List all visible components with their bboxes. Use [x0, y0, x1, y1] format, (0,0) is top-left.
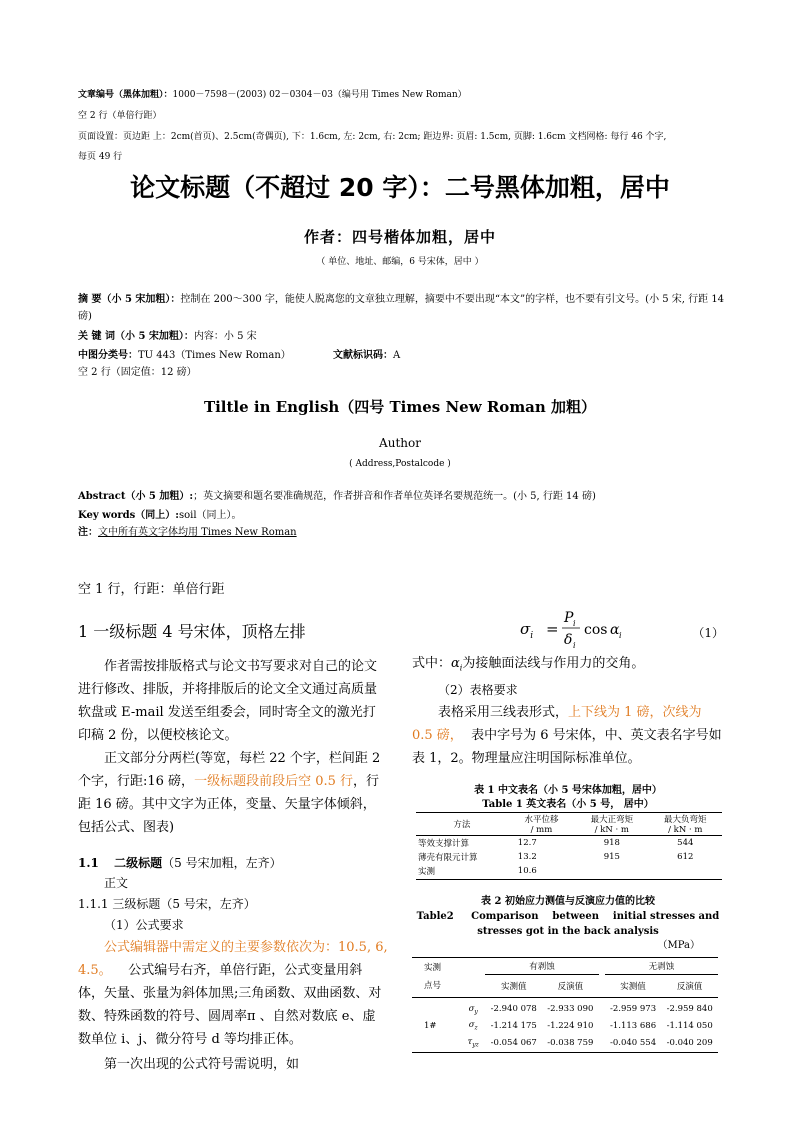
note-line: 注：文中所有英文字体均用 Times New Roman [78, 527, 297, 538]
denominator-subscript: i [573, 641, 576, 650]
table1-caption-cn: 表 1 中文表名（小 5 号宋体加粗，居中） [474, 784, 662, 796]
table1-caption-en: Table 1 英文表名（小 5 号， 居中） [482, 798, 654, 810]
paragraph-layout: 正文部分分两栏(等宽，每栏 22 个字，栏间距 2 个字，行距:16 磅，一级标题段前段后空 0.5 行，行距 16 磅。其中文字为正体，变量、矢量字体倾斜，包括公式、图表) [78, 751, 381, 835]
table2-caption-en-2: stresses got in the back analysis [477, 925, 659, 937]
abstract-cn: 摘 要（小 5 宋加粗）：控制在 200～300 字，能使人脱离您的文章独立理解，摘要中不要出现“本文”的字样，也不要有引文号。(小 5 宋, 行距 14 磅) [78, 294, 725, 322]
right-column [412, 606, 724, 1053]
document-code: 文献标识码：A [333, 350, 401, 361]
blank-2-lines: 空 2 行（固定值：12 磅） [78, 367, 197, 378]
equals-sign: = [546, 620, 559, 638]
table2-header-row-2: 点号 实测值 反演值 实测值 反演值 [412, 975, 718, 998]
table2-header-row-1: 实测 有剥蚀 无剥蚀 [412, 957, 718, 975]
paragraph-table: 表格采用三线表形式，上下线为 1 磅，次线为 0.5 磅， 表中字号为 6 号宋体，中、英文表名字号如表 1，2。物理量应注明国际标准单位。 [412, 704, 722, 766]
title-english: Tiltle in English（四号 Times New Roman 加粗） [203, 398, 597, 416]
author-line: 作者：四号楷体加粗，居中 [303, 228, 496, 246]
denominator-symbol: δ [564, 632, 573, 648]
left-column [78, 620, 388, 1076]
heading-3: 1.1.1 三级标题（5 号宋，左齐） [78, 897, 256, 911]
paragraph-formula: 公式编辑器中需定义的主要参数依次为：10.5, 6, 4.5。 公式编号右齐，单倍行距，公式变量用斜体，矢量、张量为斜体加黑;三角函数、双曲函数、对数、特殊函数的符号、圆周率π 、自然对数底 e、虚数单位 i、j、微分符号 d 等均排正体。 [78, 940, 388, 1047]
keywords-cn: 关 键 词（小 5 宋加粗）：内容：小 5 宋 [78, 331, 257, 342]
heading-2: 1.1 二级标题（5 号宋加粗，左齐） [78, 856, 282, 870]
table-row: 薄壳有限元计算 13.2 915 612 [418, 851, 694, 863]
affiliation-english: ( Address,Postalcode ) [349, 459, 451, 469]
table-row: 1# $\sigma_z$ -1.214 175 -1.224 910 -1.113 686 -1.114 050 [424, 1020, 713, 1033]
abstract-en: Abstract（小 5 加粗）:；英文摘要和题名要准确规范，作者拼音和作者单位英译名要规范统一。(小 5, 行距 14 磅) [78, 491, 596, 502]
article-number: 文章编号（黑体加粗）：1000－7598－(2003) 02－0304－03（编号用 Times New Roman） [78, 90, 467, 100]
keywords-en: Key words（同上）:soil（同上）。 [78, 510, 242, 521]
paragraph-symbols: 第一次出现的公式符号需说明，如 [104, 1057, 300, 1072]
table2-caption-en-1: Table2 Comparison between initial stresses and [416, 910, 720, 922]
table1-header: 方法 水平位移 / mm 最大正弯矩 / kN · m 最大负弯矩 / kN · m [416, 812, 722, 835]
alpha-symbol: α [610, 622, 620, 638]
cos-function: cos [584, 622, 608, 638]
table2-unit: （MPa） [657, 939, 700, 951]
table-row: 实测 10.6 [418, 866, 537, 877]
numerator-subscript: i [573, 619, 576, 628]
blank-1-line: 空 1 行，行距：单倍行距 [78, 582, 225, 597]
table2 [412, 957, 718, 1053]
heading-1: 1 一级标题 4 号宋体，顶格左排 [78, 622, 306, 641]
table1 [416, 812, 722, 880]
clc-number: 中图分类号：TU 443（Times New Roman） [78, 350, 291, 361]
page-setup-note: 页面设置：页边距 上：2cm(首页)、2.5cm(奇偶页), 下：1.6cm, 左: 2cm, 右: 2cm; 距边界: 页眉: 1.5cm, 页脚: 1.6cm 文档网格: 每行 46 个字, [78, 132, 667, 142]
affiliation: （ 单位、地址、邮编，6 号宋体，居中 ） [316, 257, 484, 267]
subheading-formula: （1）公式要求 [104, 918, 184, 932]
table-row: 等效支撑计算 12.7 918 544 [418, 837, 694, 849]
equation-fraction [542, 606, 632, 652]
numerator-symbol: P [564, 610, 574, 626]
paper-title: 论文标题（不超过 20 字）：二号黑体加粗，居中 [130, 173, 670, 202]
author-english: Author [379, 436, 421, 450]
paragraph-intro: 作者需按排版格式与论文书写要求对自己的论文进行修改、排版，并将排版后的论文全文通过高质量软盘或 E-mail 发送至组委会，同时寄全文的激光打印稿 2 份，以便校核论文。 [78, 659, 378, 743]
equation-where: 式中：$\alpha_i$为接触面法线与作用力的交角。 [412, 656, 645, 673]
equation-1: $\sigma_i$ = P i δ i cos α i （1） [412, 606, 724, 652]
blank-line-note: 空 2 行（单倍行距） [78, 111, 162, 121]
alpha-subscript: i [619, 631, 622, 640]
body-text-label: 正文 [104, 876, 129, 890]
table-row: $\tau_{yz}$ -0.054 067 -0.038 759 -0.040 554 -0.040 209 [467, 1037, 713, 1049]
equation-number: （1） [692, 626, 724, 640]
page-setup-note-2: 每页 49 行 [78, 152, 123, 162]
subheading-table: （2）表格要求 [438, 682, 518, 697]
table-row: $\sigma_y$ -2.940 078 -2.933 090 -2.959 973 -2.959 840 [468, 1003, 713, 1016]
table2-caption-cn: 表 2 初始应力测值与反演应力值的比较 [481, 895, 655, 907]
